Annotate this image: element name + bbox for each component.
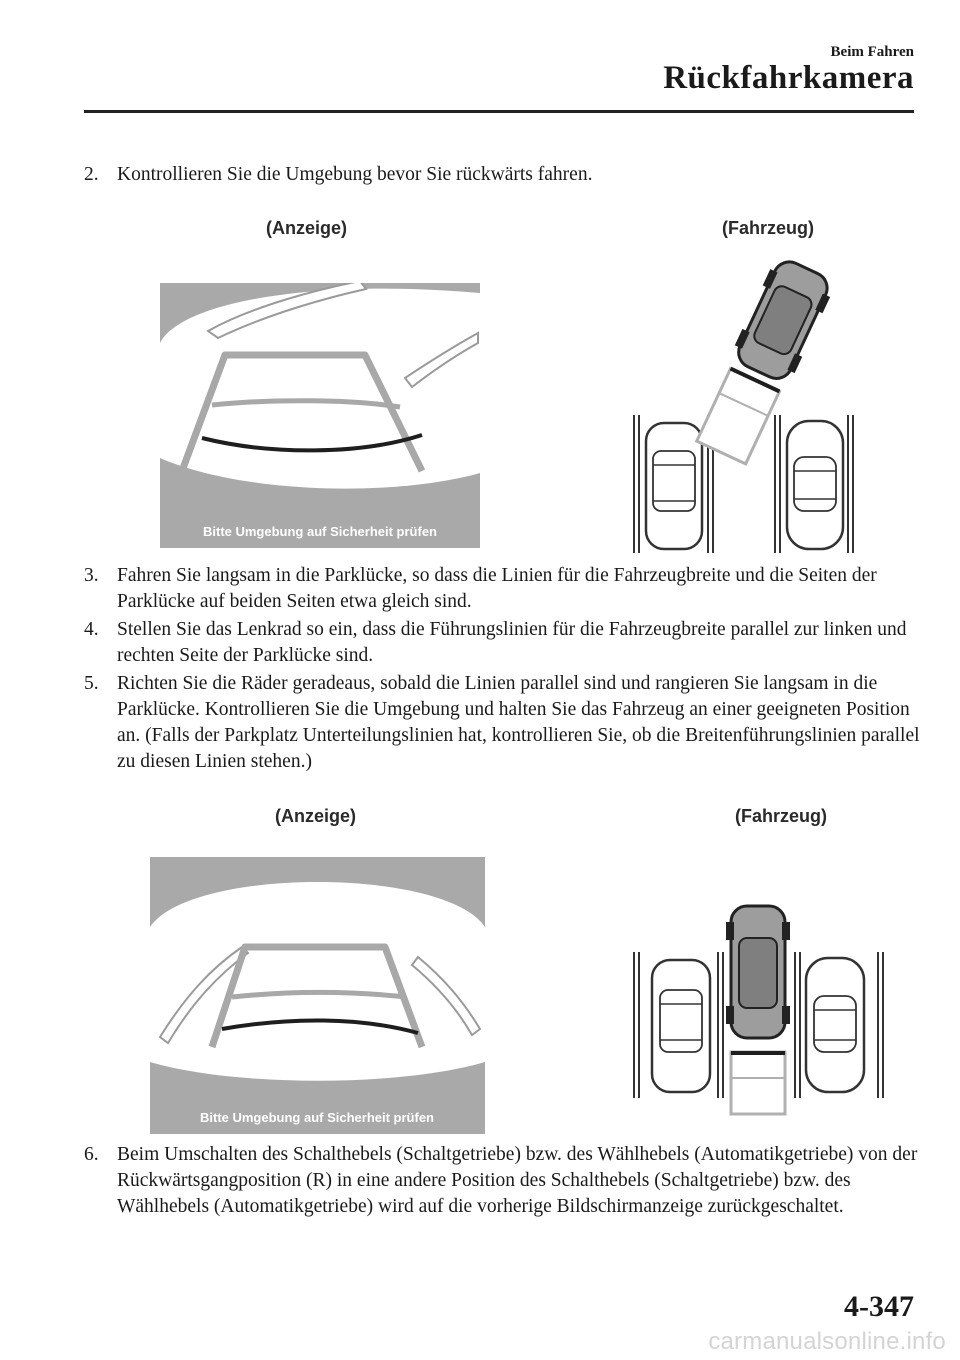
step-6 <box>84 1142 924 1220</box>
step-5 <box>84 671 924 775</box>
chapter-title: Rückfahrkamera <box>663 60 914 96</box>
header-divider <box>84 110 914 113</box>
camera-display-figure <box>160 283 480 548</box>
vehicle-topview-figure <box>620 255 870 555</box>
parked-car-right <box>787 421 843 549</box>
camera-view-area <box>160 289 480 489</box>
step-number: 5. <box>84 673 99 694</box>
page-number: 4-347 <box>844 1290 914 1323</box>
step-number: 2. <box>84 164 99 185</box>
step-text: Stellen Sie das Lenkrad so ein, dass die Führungslinien für die Fahrzeugbreite parallel zur linken und rechten Seite der Parklücke sind. <box>117 619 907 666</box>
parked-car-left <box>652 960 710 1092</box>
guide-zone <box>731 1052 785 1114</box>
vehicle-label: (Fahrzeug) <box>722 218 814 238</box>
step-2 <box>84 162 924 188</box>
step-number: 6. <box>84 1144 99 1165</box>
display-label: (Anzeige) <box>266 218 347 238</box>
step-number: 3. <box>84 565 99 586</box>
display-label: (Anzeige) <box>275 806 356 826</box>
section-label: Beim Fahren <box>830 44 914 60</box>
vehicle-label: (Fahrzeug) <box>735 806 827 826</box>
step-text: Richten Sie die Räder geradeaus, sobald die Linien parallel sind und rangieren Sie langsam in die Parklücke. Kontrollieren Sie die Umgebung und halten Sie das Fahrzeug an einer geeigneten Position an. (Falls der Parkplatz Unterteilungslinien hat, kontrollieren Sie, ob die Breitenführungslinien parallel zu diesen Linien stehen.) <box>117 673 920 772</box>
reversing-car <box>726 906 790 1038</box>
step-text: Kontrollieren Sie die Umgebung bevor Sie rückwärts fahren. <box>117 164 593 185</box>
step-text: Beim Umschalten des Schalthebels (Schaltgetriebe) bzw. des Wählhebels (Automatikgetriebe) von der Rückwärtsgangposition (R) in eine andere Position des Schalthebels (Schaltgetriebe) bzw. des Wählhebels (Automatikgetriebe) wird auf die vorherige Bildschirmanzeige zurückgeschaltet. <box>117 1144 918 1217</box>
step-4 <box>84 617 924 669</box>
step-number: 4. <box>84 619 99 640</box>
step-text: Fahren Sie langsam in die Parklücke, so dass die Linien für die Fahrzeugbreite und die Seiten der Parklücke auf beiden Seiten etwa gleich sind. <box>117 565 877 612</box>
camera-display-figure <box>150 857 485 1134</box>
screen-caption: Bitte Umgebung auf Sicherheit prüfen <box>202 524 438 539</box>
parked-car-left <box>646 423 702 549</box>
watermark: carmanualsonline.info <box>708 1328 946 1355</box>
screen-caption: Bitte Umgebung auf Sicherheit prüfen <box>199 1110 435 1125</box>
vehicle-topview-figure <box>628 900 890 1120</box>
parked-car-right <box>806 958 864 1092</box>
step-3 <box>84 563 924 615</box>
